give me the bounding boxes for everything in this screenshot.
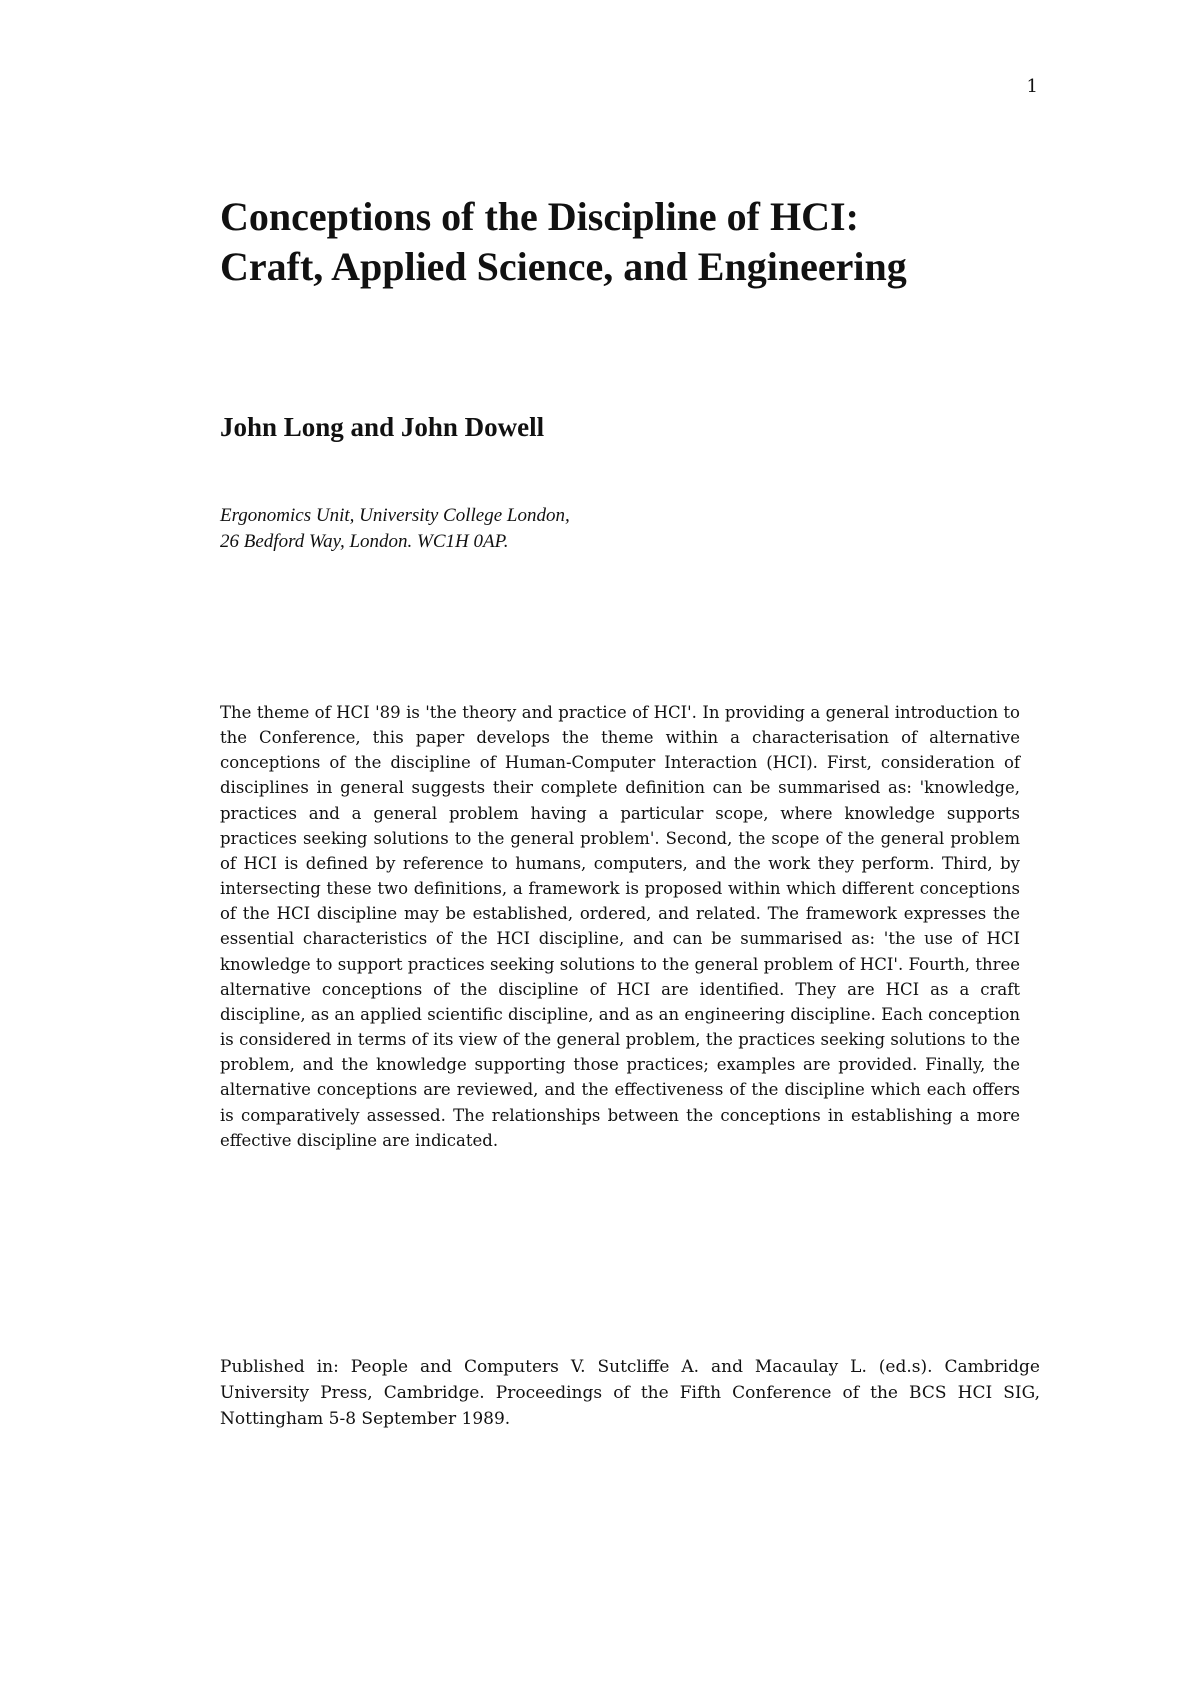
paper-title-line-2: Craft, Applied Science, and Engineering — [220, 244, 907, 289]
paper-title-line-1: Conceptions of the Discipline of HCI: — [220, 194, 859, 239]
abstract-paragraph: The theme of HCI '89 is 'the theory and practice of HCI'. In providing a general introduction to the Conference, this paper develops the theme within a characterisation of alternative conceptions of the discipline of Human-Computer Interaction (HCI). First, consideration of disciplines in general suggests their complete definition can be summarised as: 'knowledge, practices and a general problem having a particular scope, where knowledge supports practices seeking solutions to the general problem'. Second, the scope of the general problem of HCI is defined by reference to humans, computers, and the work they perform. Third, by intersecting these two definitions, a framework is proposed within which different conceptions of the HCI discipline may be established, ordered, and related. The framework expresses the essential characteristics of the HCI discipline, and can be summarised as: 'the use of HCI knowledge to support practices seeking solutions to the general problem of HCI'. Fourth, three alternative conceptions of the discipline of HCI are identified. They are HCI as a craft discipline, as an applied scientific discipline, and as an engineering discipline. Each conception is considered in terms of its view of the general problem, the practices seeking solutions to the problem, and the knowledge supporting those practices; examples are provided. Finally, the alternative conceptions are reviewed, and the effectiveness of the discipline which each offers is comparatively assessed. The relationships between the conceptions in establishing a more effective discipline are indicated. — [220, 703, 1020, 1150]
author-affiliation — [220, 503, 570, 555]
page-number: 1 — [1026, 76, 1038, 97]
affiliation-line-2: 26 Bedford Way, London. WC1H 0AP. — [220, 531, 509, 552]
publication-note: Published in: People and Computers V. Sutcliffe A. and Macaulay L. (ed.s). Cambridge University Press, Cambridge. Proceedings of the Fifth Conference of the BCS HCI SIG, Nottingham 5-8 September 1989. — [220, 1357, 1040, 1429]
paper-title — [220, 192, 1040, 292]
author-names: John Long and John Dowell — [220, 412, 545, 442]
affiliation-line-1: Ergonomics Unit, University College London, — [220, 505, 570, 526]
